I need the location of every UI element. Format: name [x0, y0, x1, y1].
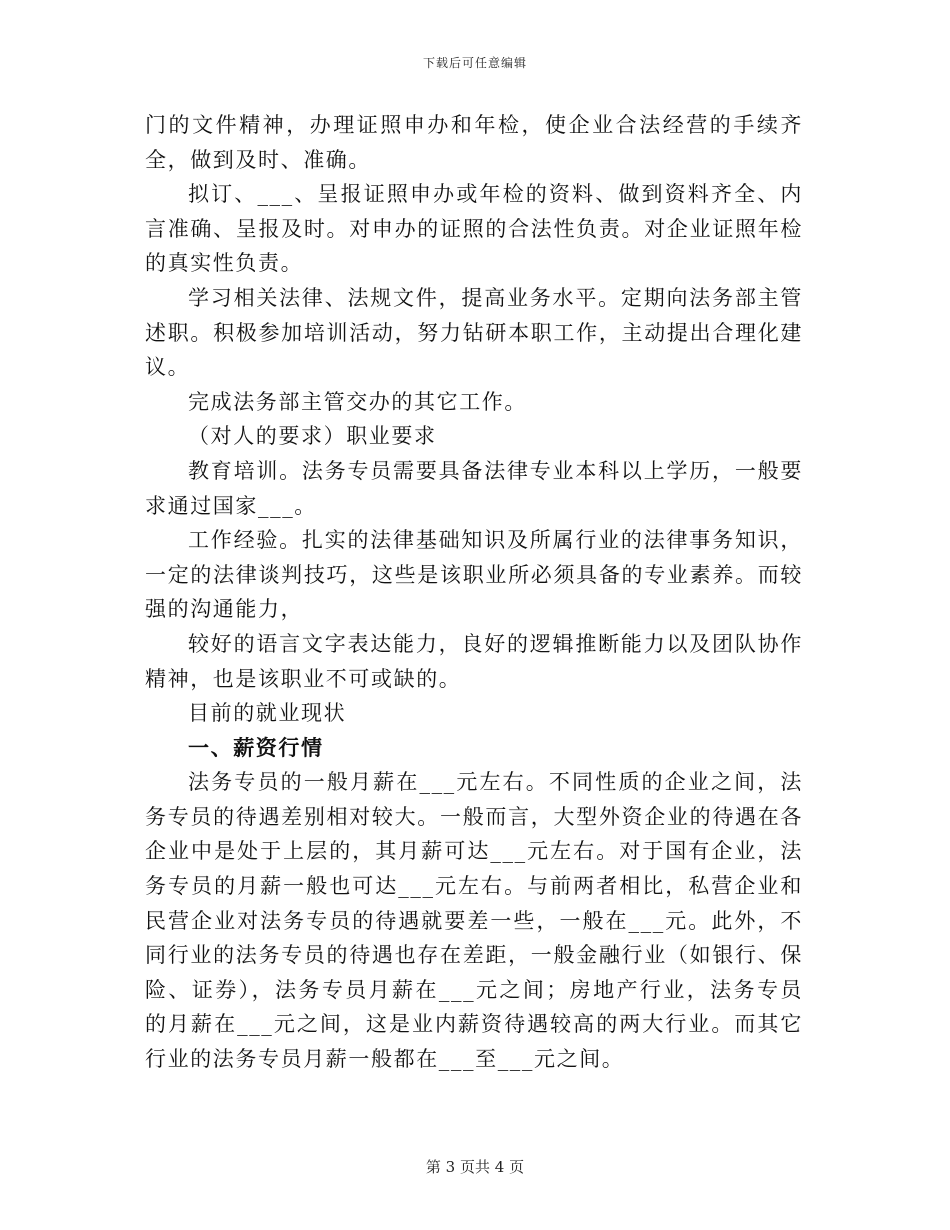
paragraph-7: 工作经验。扎实的法律基础知识及所属行业的法律事务知识，一定的法律谈判技巧，这些是该职业所必须具备的专业素养。而较强的沟通能力， — [145, 528, 803, 622]
paragraph-9: 目前的就业现状 — [188, 701, 347, 726]
paragraph-1: 门的文件精神，办理证照申办和年检，使企业合法经营的手续齐全，做到及时、准确。 — [145, 113, 803, 172]
document-body — [145, 108, 803, 1077]
section-heading: 一、薪资行情 — [188, 735, 324, 760]
paragraph-10: 法务专员的一般月薪在___元左右。不同性质的企业之间，法务专员的待遇差别相对较大。一般而言，大型外资企业的待遇在各企业中是处于上层的，其月薪可达___元左右。对于国有企业，法务专员的月薪一般也可达___元左右。与前两者相比，私营企业和民营企业对法务专员的待遇就要差一些，一般在___元。此外，不同行业的法务专员的待遇也存在差距，一般金融行业（如银行、保险、证券），法务专员月薪在___元之间；房地产行业，法务专员的月薪在___元之间，这是业内薪资待遇较高的两大行业。而其它行业的法务专员月薪一般都在___至___元之间。 — [145, 770, 803, 1072]
paragraph-5: （对人的要求）职业要求 — [188, 424, 437, 449]
paragraph-8: 较好的语言文字表达能力，良好的逻辑推断能力以及团队协作精神，也是该职业不可或缺的。 — [145, 631, 803, 691]
paragraph-4: 完成法务部主管交办的其它工作。 — [188, 389, 527, 414]
page-number: 第 3 页共 4 页 — [425, 1158, 525, 1176]
header-note: 下载后可任意编辑 — [422, 56, 527, 70]
paragraph-2: 拟订、___、呈报证照申办或年检的资料、做到资料齐全、内言准确、呈报及时。对申办的证照的合法性负责。对企业证照年检的真实性负责。 — [145, 182, 803, 276]
paragraph-6: 教育培训。法务专员需要具备法律专业本科以上学历，一般要求通过国家___。 — [145, 458, 803, 518]
paragraph-3: 学习相关法律、法规文件，提高业务水平。定期向法务部主管述职。积极参加培训活动，努力钻研本职工作，主动提出合理化建议。 — [145, 285, 803, 380]
